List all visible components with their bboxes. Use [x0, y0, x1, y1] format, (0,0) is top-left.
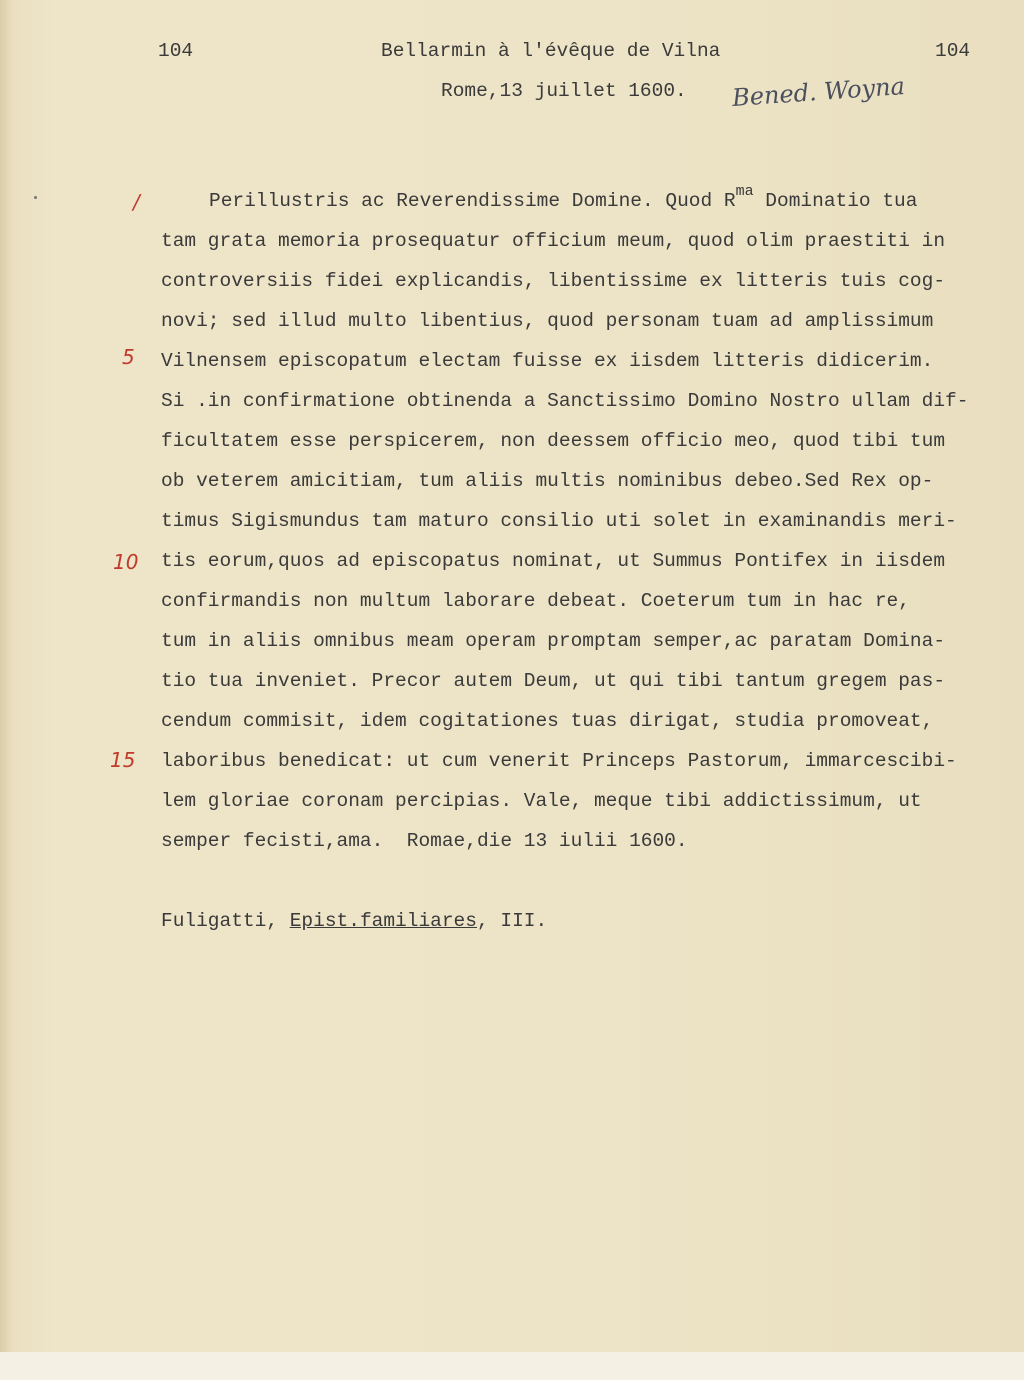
letter-line: tam grata memoria prosequatur officium meum, quod olim praestiti in [161, 230, 946, 252]
margin-marker-10: 10 [113, 550, 139, 574]
margin-marker-5: 5 [122, 345, 135, 369]
letter-line: novi; sed illud multo libentius, quod personam tuam ad amplissimum [161, 310, 934, 332]
handwritten-annotation: Bened. Woyna [731, 72, 906, 112]
page-number-right: 104 [935, 40, 971, 62]
margin-marker-1: / [133, 190, 140, 214]
letter-line: ob veterem amicitiam, tum aliis multis nominibus debeo.Sed Rex op- [161, 470, 934, 492]
document-date: Rome,13 juillet 1600. [441, 80, 687, 102]
letter-line: semper fecisti,ama. Romae,die 13 iulii 1600. [161, 830, 688, 852]
letter-line: timus Sigismundus tam maturo consilio uti solet in examinandis meri- [161, 510, 957, 532]
letter-line: lem gloriae coronam percipias. Vale, meque tibi addictissimum, ut [161, 790, 922, 812]
letter-line-1-text: Perillustris ac Reverendissime Domine. Quod R [209, 190, 736, 212]
letter-line: Vilnensem episcopatum electam fuisse ex iisdem litteris didicerim. [161, 350, 934, 372]
letter-line: tio tua inveniet. Precor autem Deum, ut qui tibi tantum gregem pas- [161, 670, 946, 692]
letter-line: tis eorum,quos ad episcopatus nominat, ut Summus Pontifex in iisdem [161, 550, 946, 572]
letter-line: ficultatem esse perspicerem, non deessem officio meo, quod tibi tum [161, 430, 946, 452]
source-author: Fuligatti, [161, 910, 290, 932]
letter-line: confirmandis non multum laborare debeat. Coeterum tum in hac re, [161, 590, 910, 612]
letter-line-1 [209, 183, 918, 212]
letter-superscript: ma [735, 183, 754, 200]
letter-line: cendum commisit, idem cogitationes tuas dirigat, studia promoveat, [161, 710, 934, 732]
source-citation [161, 910, 547, 932]
page-number-left: 104 [158, 40, 194, 62]
letter-line: controversiis fidei explicandis, libentissime ex litteris tuis cog- [161, 270, 946, 292]
letter-line: laboribus benedicat: ut cum venerit Princeps Pastorum, immarcescibi- [161, 750, 957, 772]
source-title: Epist.familiares [289, 910, 477, 932]
letter-line-1-rest: Dominatio tua [753, 190, 918, 212]
paper-blemish [34, 196, 37, 199]
document-title: Bellarmin à l'évêque de Vilna [381, 40, 721, 62]
margin-marker-15: 15 [110, 748, 136, 772]
letter-line: tum in aliis omnibus meam operam promptam semper,ac paratam Domina- [161, 630, 946, 652]
source-volume: , III. [476, 910, 548, 932]
scan-bottom-edge [0, 1352, 1024, 1380]
letter-line: Si .in confirmatione obtinenda a Sanctissimo Domino Nostro ullam dif- [161, 390, 969, 412]
